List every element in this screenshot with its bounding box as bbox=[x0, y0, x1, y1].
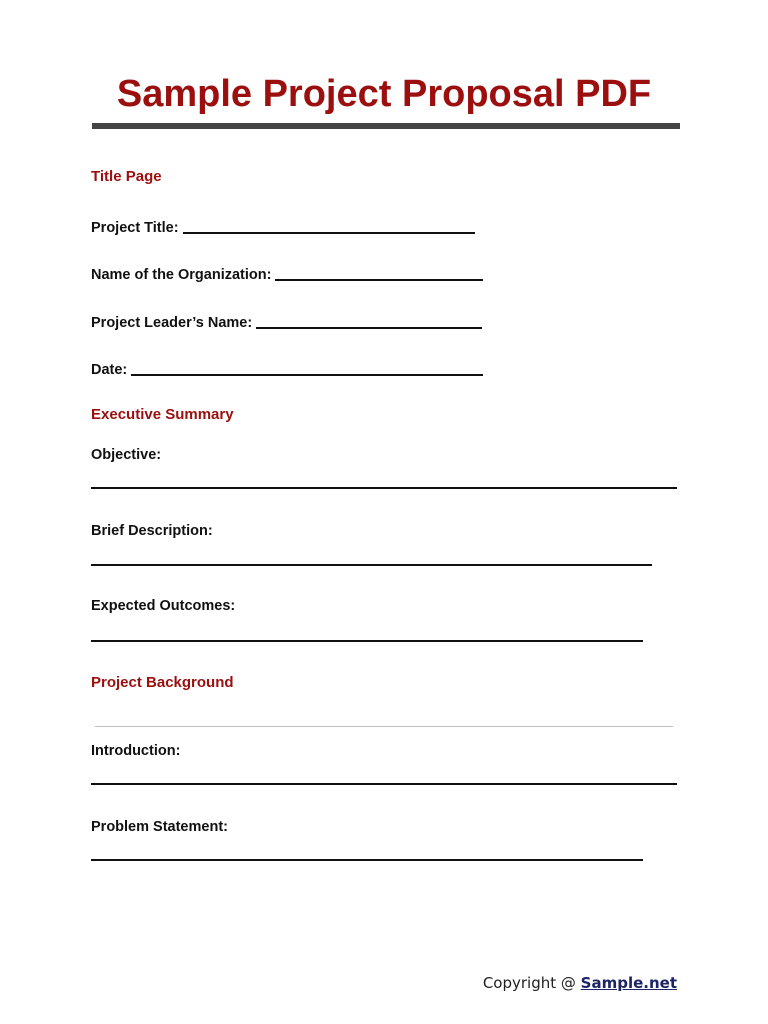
document-title: Sample Project Proposal PDF bbox=[116, 73, 652, 115]
date-label: Date: bbox=[91, 362, 128, 378]
organization-field bbox=[91, 263, 483, 284]
section-heading-executive-summary: Executive Summary bbox=[91, 406, 234, 423]
organization-label: Name of the Organization: bbox=[91, 267, 272, 283]
leader-field bbox=[91, 311, 482, 332]
sample-net-link[interactable]: Sample.net bbox=[580, 974, 677, 992]
copyright-text: Copyright @ bbox=[482, 974, 581, 992]
problem-label: Problem Statement: bbox=[91, 819, 228, 835]
outcomes-answer-line[interactable] bbox=[91, 640, 643, 642]
date-blank[interactable] bbox=[131, 360, 483, 376]
section-divider bbox=[95, 726, 673, 727]
copyright-footer bbox=[483, 974, 677, 992]
section-heading-title-page: Title Page bbox=[91, 168, 162, 185]
section-heading-project-background: Project Background bbox=[91, 674, 234, 691]
problem-answer-line[interactable] bbox=[91, 859, 643, 861]
objective-answer-line[interactable] bbox=[91, 487, 677, 489]
project-title-label: Project Title: bbox=[91, 220, 179, 236]
objective-label: Objective: bbox=[91, 447, 162, 463]
project-title-field bbox=[91, 216, 475, 237]
description-answer-line[interactable] bbox=[91, 564, 652, 566]
project-title-blank[interactable] bbox=[183, 218, 475, 234]
introduction-label: Introduction: bbox=[91, 743, 181, 759]
title-underline-rule bbox=[92, 123, 680, 129]
outcomes-label: Expected Outcomes: bbox=[91, 598, 236, 614]
introduction-answer-line[interactable] bbox=[91, 783, 677, 785]
leader-blank[interactable] bbox=[256, 313, 482, 329]
date-field bbox=[91, 358, 483, 379]
organization-blank[interactable] bbox=[275, 265, 483, 281]
description-label: Brief Description: bbox=[91, 523, 213, 539]
leader-label: Project Leader’s Name: bbox=[91, 315, 253, 331]
